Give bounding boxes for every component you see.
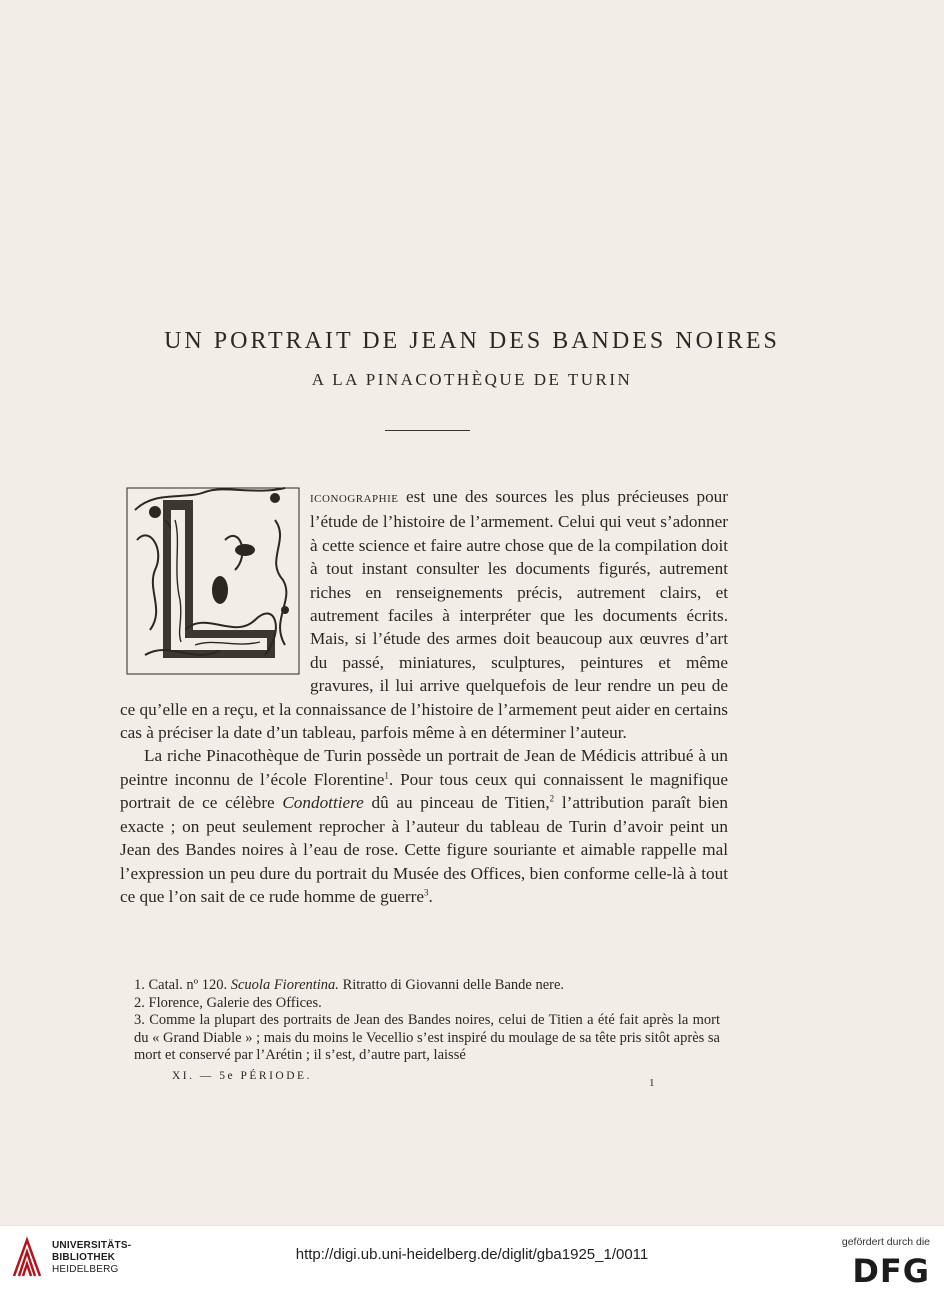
initial-word: iconographie [310, 490, 399, 506]
footer-bar [0, 1225, 944, 1291]
permalink-url[interactable]: http://digi.ub.uni-heidelberg.de/diglit/gba1925_1/0011 [295, 1246, 649, 1263]
university-library-name[interactable]: UNIVERSITÄTS- BIBLIOTHEK HEIDELBERG [52, 1240, 132, 1275]
dfg-logo[interactable]: DFG [852, 1252, 930, 1290]
footnote-3: 3. Comme la plupart des portraits de Jean des Bandes noires, celui de Titien a été fait après la mort du « Grand Diable » ; mais du moins le Vecellio s’est inspiré du moulage de sa tête pris sitôt après sa mort et conservé par l’Arétin ; il s’est, d’autre part, laissé [134, 1012, 720, 1063]
footnote-1: 1. Catal. nº 120. Scuola Fiorentina. Ritratto di Giovanni delle Bande nere. [134, 977, 565, 993]
footnotes [120, 977, 720, 1065]
footnote-mark-3[interactable]: 3 [424, 887, 429, 898]
paragraph-2: La riche Pinacothèque de Turin possède un portrait de Jean de Médicis attribué à un peintre inconnu de l’école Florentine$^1$. Pour tous ceux qui connaissent le magnifique portrait de ce célèbre Condottiere dû au pinceau de Titien,$^2$ l’attribution paraît bien exacte ; on peut seulement reprocher à l’auteur du tableau de Turin d’avoir peint un Jean des Bandes noires à l’eau de rose. Cette figure souriante et aimable rappelle mal l’expression un peu dure du portrait du Musée des Offices, bien conforme celle-là à tout ce que l’on sait de ce rude homme de guerre$^3$. [120, 746, 728, 906]
footnote-mark-2[interactable]: 2 [549, 793, 555, 804]
funding-label: gefördert durch die [841, 1236, 930, 1248]
footnote-2: 2. Florence, Galerie des Offices. [134, 994, 322, 1011]
signature-mark: XI. — 5e PÉRIODE. [172, 1070, 312, 1082]
article-subtitle: A LA PINACOTHÈQUE DE TURIN [311, 370, 633, 389]
paragraph-1: iconographie est une des sources les plus précieuses pour l’étude de l’histoire de l’armement. Celui qui veut s’adonner à cette science et faire autre chose que de la compilation doit à tout instant consulter les documents figurés, autrement riches en renseignements précis, autrement clairs, et autrement faciles à interpréter que les documents écrits. Mais, si l’étude des armes doit beaucoup aux œuvres d’art du passé, miniatures, sculptures, peintures et même gravures, il lui arrive quelquefois de leur rendre un peu de ce qu’elle en a reçu, et la connaissance de l’histoire de l’armement peut aider en certains cas à préciser la date d’un tableau, parfois même à en déterminer l’auteur. [120, 487, 728, 743]
article-title: UN PORTRAIT DE JEAN DES BANDES NOIRES [164, 328, 780, 354]
signature-number: 1 [649, 1077, 655, 1089]
article-body [120, 485, 728, 908]
footnote-mark-1[interactable]: 1 [384, 770, 389, 781]
title-rule [385, 430, 470, 431]
